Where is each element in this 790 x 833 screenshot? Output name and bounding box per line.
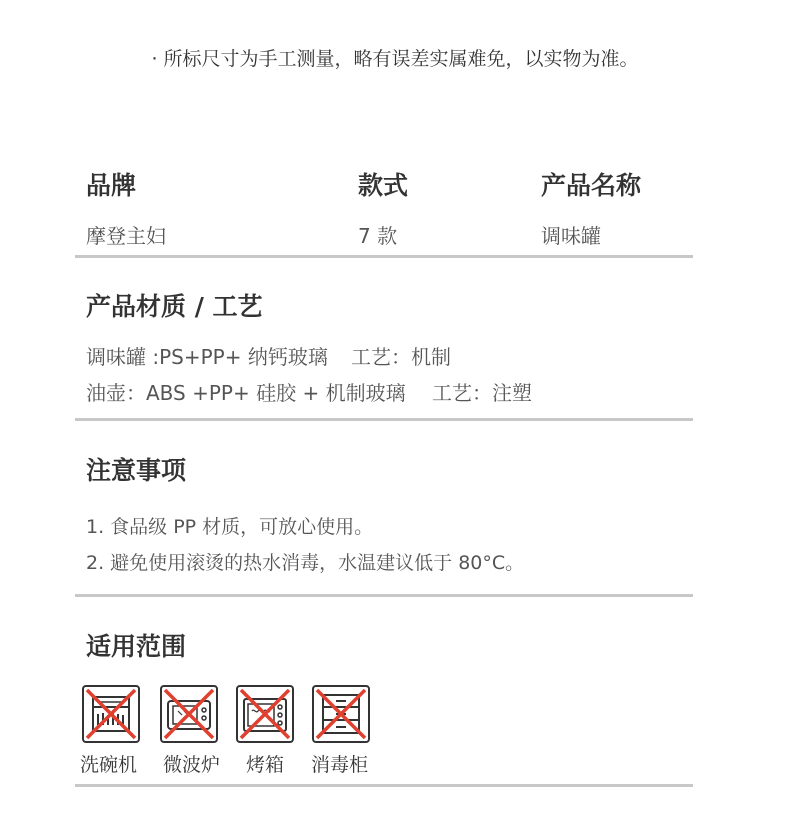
usage-label-dishwasher: 洗碗机 [80,754,138,776]
product-name-label: 产品名称 [541,171,642,200]
style-value: 7 款 [358,224,398,248]
divider [75,784,693,787]
notice-item-1: 1. 食品级 PP 材质，可放心使用。 [86,516,374,538]
brand-value: 摩登主妇 [86,224,166,248]
divider [75,255,693,258]
usage-title: 适用范围 [86,632,187,661]
notice-item-2: 2. 避免使用滚烫的热水消毒，水温建议低于 80°C。 [86,552,525,574]
material-line-1: 调味罐 :PS+PP+ 纳钙玻璃 [86,345,328,369]
craft-line-2: 工艺：注塑 [432,381,532,405]
notice-title: 注意事项 [86,456,187,485]
oven-prohibited-icon [236,685,294,743]
divider [75,418,693,421]
divider [75,594,693,597]
measurement-note: · 所标尺寸为手工测量，略有误差实属难免，以实物为准。 [151,48,639,70]
material-title: 产品材质 / 工艺 [86,292,263,321]
craft-line-1: 工艺：机制 [351,345,451,369]
usage-label-microwave: 微波炉 [163,754,221,776]
sterilizer-prohibited-icon [312,685,370,743]
product-name-value: 调味罐 [541,224,601,248]
usage-label-oven: 烤箱 [246,754,285,776]
usage-label-sterilizer: 消毒柜 [311,754,369,776]
dishwasher-prohibited-icon [82,685,140,743]
style-label: 款式 [358,171,409,200]
material-line-2: 油壶：ABS +PP+ 硅胶 + 机制玻璃 [86,381,406,405]
brand-label: 品牌 [86,171,137,200]
microwave-prohibited-icon [160,685,218,743]
